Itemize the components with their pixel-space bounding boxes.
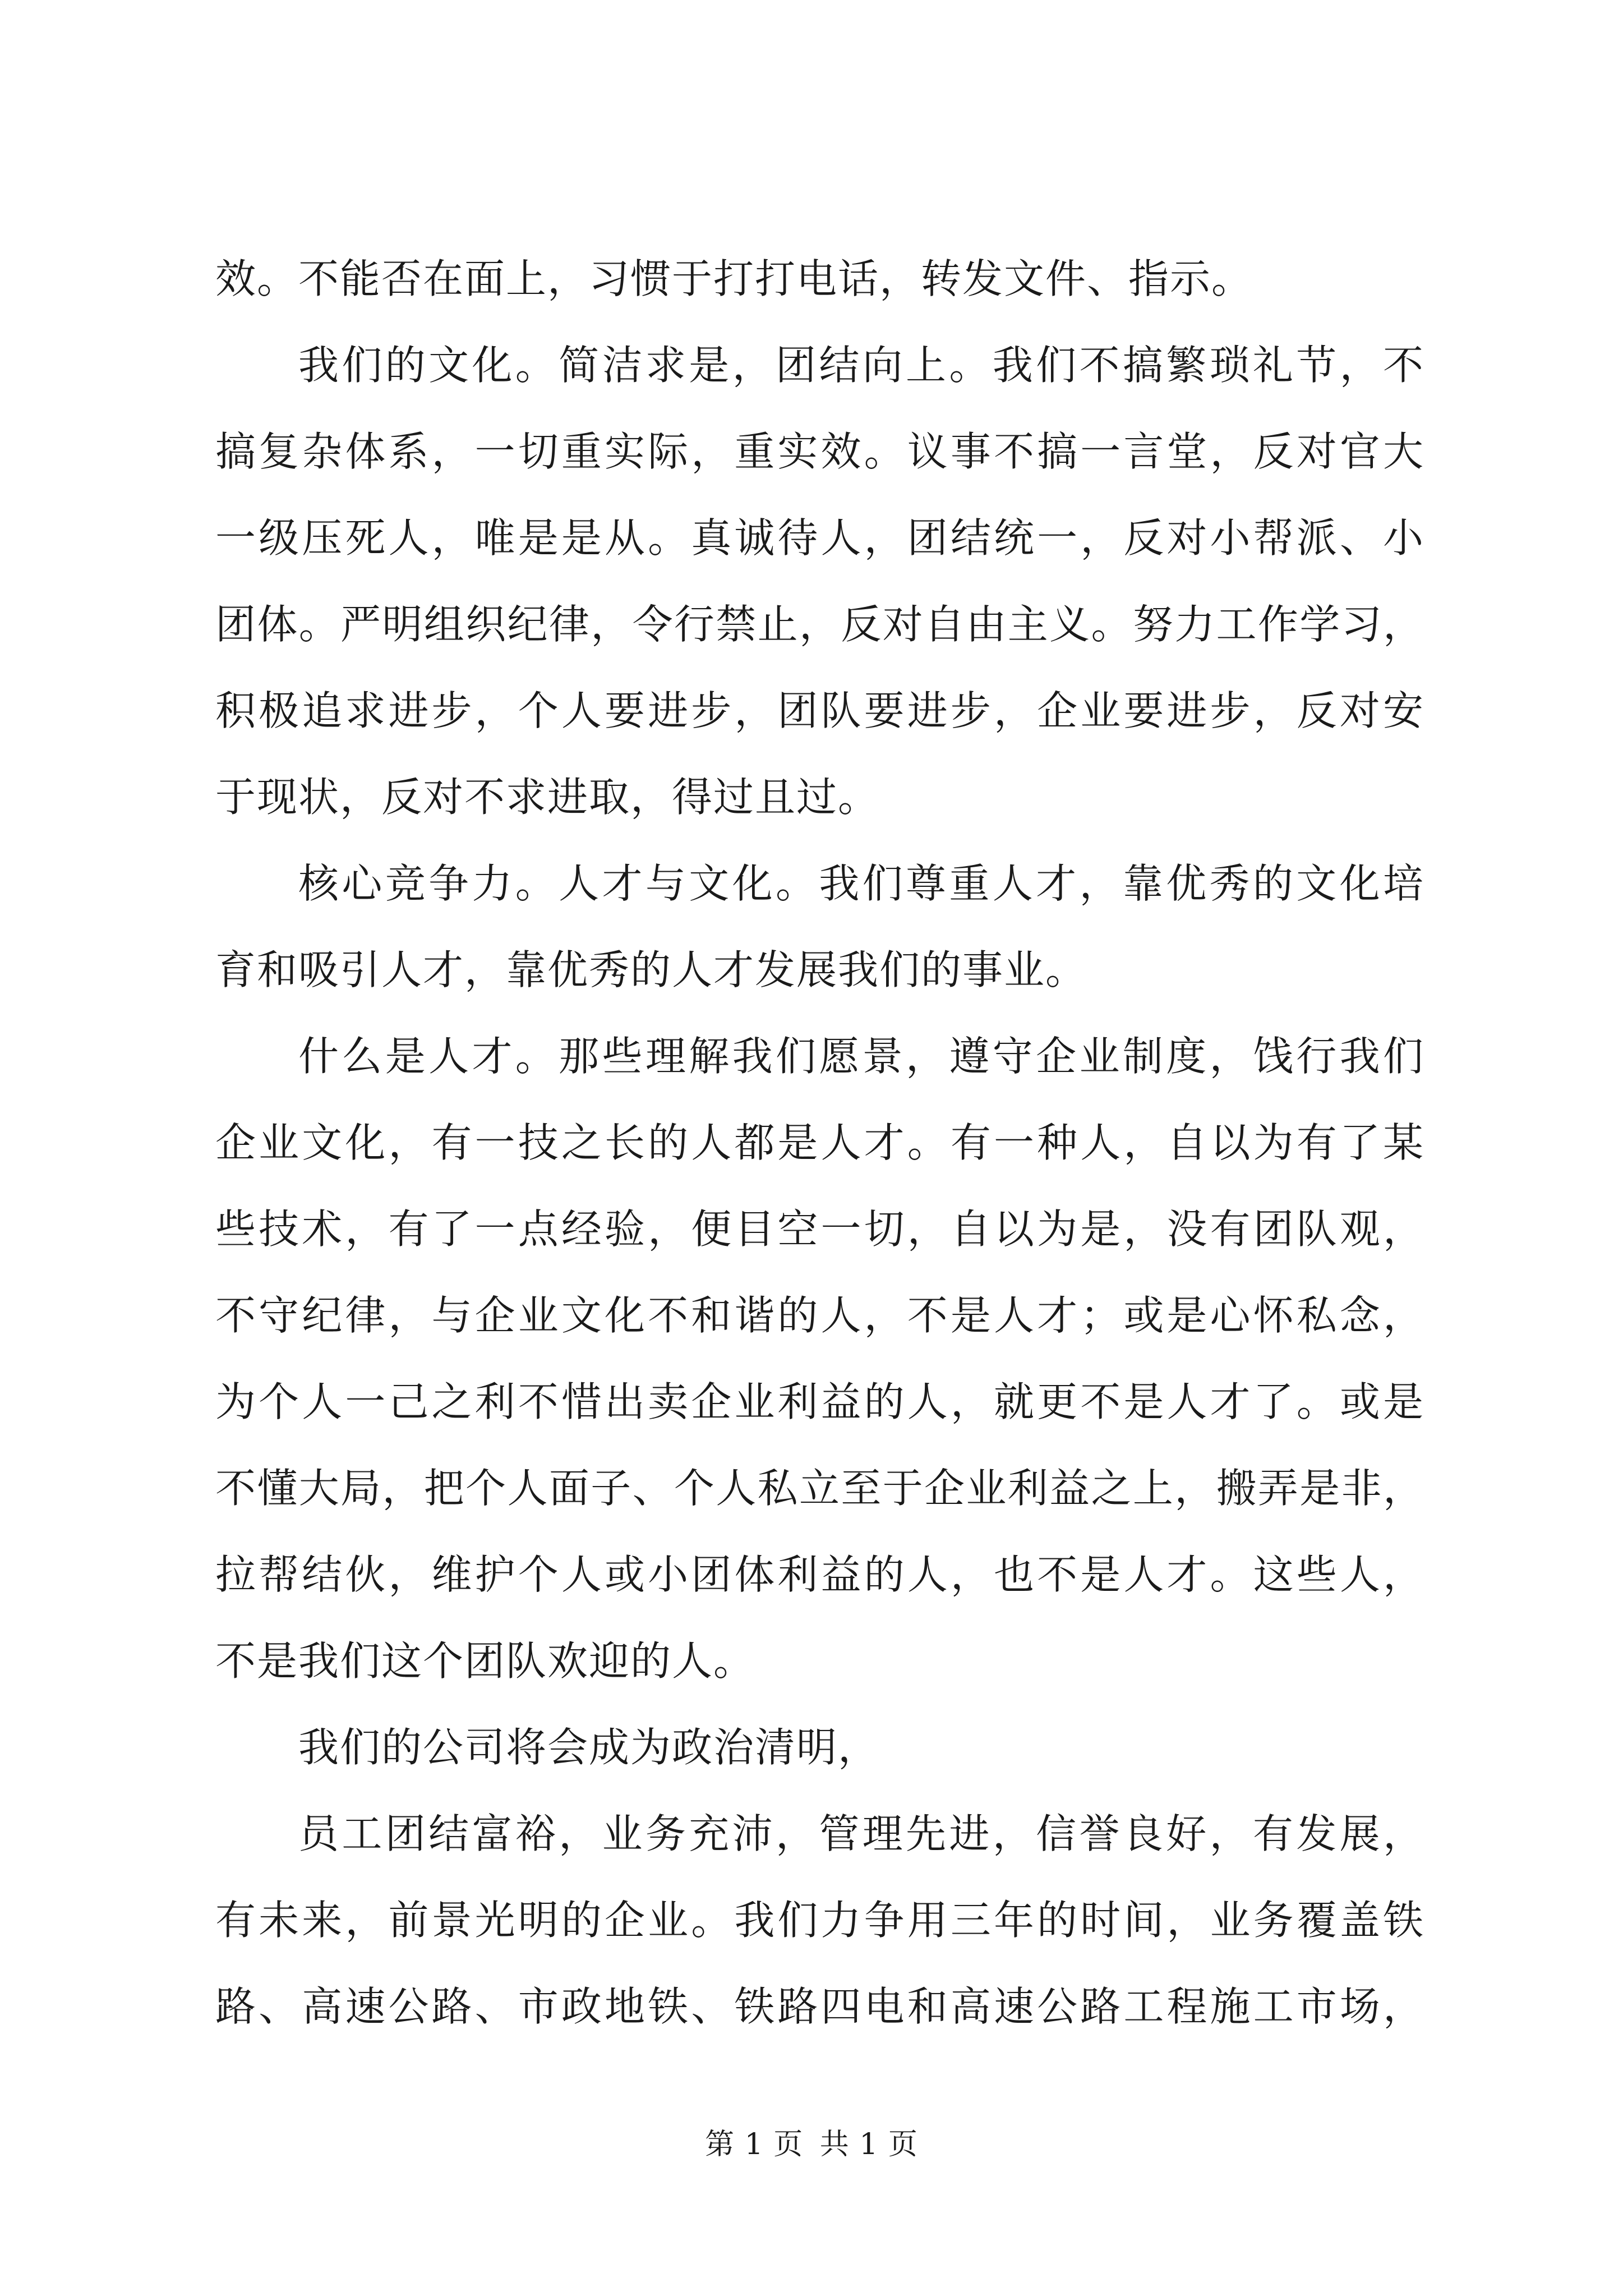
text-line: 有未来，前景光明的企业。我们力争用三年的时间，业务覆盖铁 xyxy=(215,1897,1424,1944)
total-pages: 共 1 页 xyxy=(819,2128,918,2161)
text-line: 核心竞争力。人才与文化。我们尊重人才，靠优秀的文化培 xyxy=(298,860,1424,907)
text-line: 一级压死人，唯是是从。真诚待人，团结统一，反对小帮派、小 xyxy=(215,514,1424,562)
text-line: 为个人一己之利不惜出卖企业利益的人，就更不是人才了。或是 xyxy=(215,1378,1424,1425)
text-line: 搞复杂体系，一切重实际，重实效。议事不搞一言堂，反对官大 xyxy=(215,428,1424,475)
document-body xyxy=(215,236,1424,2050)
text-line: 拉帮结伙，维护个人或小团体利益的人，也不是人才。这些人， xyxy=(215,1551,1424,1598)
text-line: 积极追求进步，个人要进步，团队要进步，企业要进步，反对安 xyxy=(215,687,1424,734)
text-line: 我们的文化。简洁求是，团结向上。我们不搞繁琐礼节，不 xyxy=(298,342,1424,389)
text-line: 员工团结富裕，业务充沛，管理先进，信誉良好，有发展， xyxy=(298,1810,1424,1857)
text-line: 些技术，有了一点经验，便目空一切，自以为是，没有团队观， xyxy=(215,1205,1424,1253)
page-footer xyxy=(0,2120,1623,2162)
text-line: 于现状，反对不求进取，得过且过。 xyxy=(215,774,880,821)
text-line: 育和吸引人才，靠优秀的人才发展我们的事业。 xyxy=(215,946,1087,993)
text-line: 不是我们这个团队欢迎的人。 xyxy=(215,1637,755,1685)
page-number: 第 1 页 xyxy=(705,2128,804,2161)
text-line: 我们的公司将会成为政治清明， xyxy=(298,1724,880,1771)
text-line: 效。不能否在面上，习惯于打打电话，转发文件、指示。 xyxy=(215,255,1253,302)
text-line: 不守纪律，与企业文化不和谐的人，不是人才；或是心怀私念， xyxy=(215,1292,1424,1339)
text-line: 团体。严明组织纪律，令行禁止，反对自由主义。努力工作学习， xyxy=(215,601,1424,648)
text-line: 路、高速公路、市政地铁、铁路四电和高速公路工程施工市场， xyxy=(215,1983,1424,2030)
text-line: 什么是人才。那些理解我们愿景，遵守企业制度，饯行我们 xyxy=(298,1033,1424,1080)
text-line: 企业文化，有一技之长的人都是人才。有一种人，自以为有了某 xyxy=(215,1119,1424,1166)
text-line: 不懂大局，把个人面子、个人私立至于企业利益之上，搬弄是非， xyxy=(215,1465,1424,1512)
